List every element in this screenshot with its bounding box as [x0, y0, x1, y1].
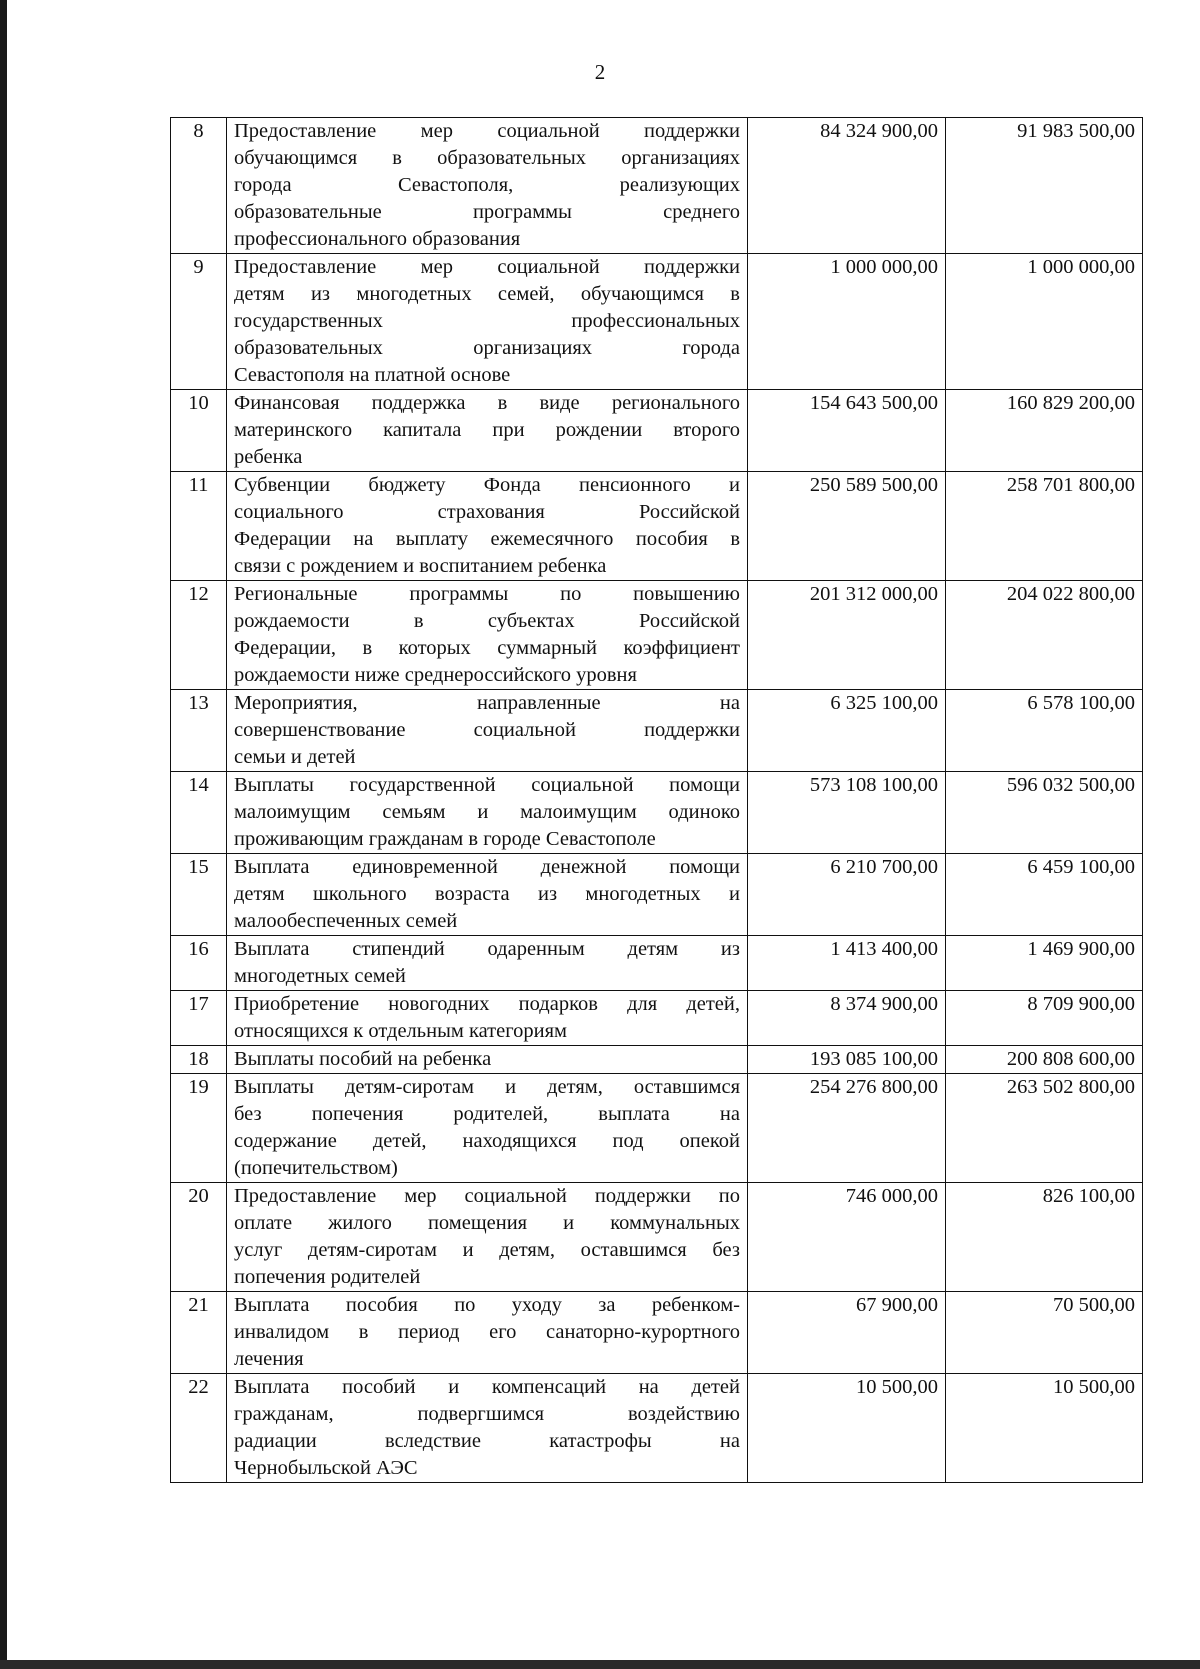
- description-line: малообеспеченных семей: [234, 910, 458, 932]
- description-line: радиации вследствие катастрофы на: [234, 1430, 740, 1452]
- amount-year-1: 254 276 800,00: [748, 1074, 946, 1183]
- amount-year-1: 201 312 000,00: [748, 581, 946, 690]
- description-line: связи с рождением и воспитанием ребенка: [234, 555, 607, 577]
- table-row: [171, 472, 1143, 581]
- row-number: 22: [171, 1374, 227, 1483]
- amount-year-2: 6 578 100,00: [946, 690, 1143, 772]
- description-line: рождаемости в субъектах Российской: [234, 610, 740, 632]
- description-line: многодетных семей: [234, 965, 406, 987]
- description-line: Финансовая поддержка в виде регионального: [234, 392, 740, 414]
- row-number: 21: [171, 1292, 227, 1374]
- amount-year-1: 8 374 900,00: [748, 991, 946, 1046]
- row-number: 20: [171, 1183, 227, 1292]
- amount-year-2: 204 022 800,00: [946, 581, 1143, 690]
- row-description: [227, 936, 748, 991]
- table-row: [171, 690, 1143, 772]
- description-line: Выплаты пособий на ребенка: [234, 1048, 492, 1070]
- amount-year-1: 154 643 500,00: [748, 390, 946, 472]
- description-line: Предоставление мер социальной поддержки: [234, 256, 740, 278]
- amount-year-2: 263 502 800,00: [946, 1074, 1143, 1183]
- amount-year-1: 10 500,00: [748, 1374, 946, 1483]
- row-number: 18: [171, 1046, 227, 1074]
- scan-edge-bottom: [0, 1660, 1200, 1669]
- description-line: малоимущим семьям и малоимущим одиноко: [234, 801, 740, 823]
- table-row: [171, 581, 1143, 690]
- description-line: совершенствование социальной поддержки: [234, 719, 740, 741]
- table-row: [171, 1183, 1143, 1292]
- description-line: Приобретение новогодних подарков для детей,: [234, 993, 740, 1015]
- table-row: [171, 936, 1143, 991]
- row-description: [227, 854, 748, 936]
- description-line: относящихся к отдельным категориям: [234, 1020, 568, 1042]
- amount-year-2: 1 469 900,00: [946, 936, 1143, 991]
- description-line: Федерации на выплату ежемесячного пособия в: [234, 528, 740, 550]
- description-line: Субвенции бюджету Фонда пенсионного и: [234, 474, 740, 496]
- description-line: образовательные программы среднего: [234, 201, 740, 223]
- description-line: попечения родителей: [234, 1266, 421, 1288]
- description-line: (попечительством): [234, 1157, 398, 1179]
- table-row: [171, 1046, 1143, 1074]
- amount-year-2: 91 983 500,00: [946, 118, 1143, 254]
- table-row: [171, 254, 1143, 390]
- row-description: [227, 390, 748, 472]
- row-number: 17: [171, 991, 227, 1046]
- table-row: [171, 1292, 1143, 1374]
- amount-year-1: 6 325 100,00: [748, 690, 946, 772]
- amount-year-2: 70 500,00: [946, 1292, 1143, 1374]
- description-line: профессионального образования: [234, 228, 521, 250]
- table-row: [171, 390, 1143, 472]
- description-line: лечения: [234, 1348, 304, 1370]
- row-description: [227, 118, 748, 254]
- row-number: 13: [171, 690, 227, 772]
- description-line: гражданам, подвергшимся воздействию: [234, 1403, 740, 1425]
- row-description: [227, 581, 748, 690]
- table-row: [171, 991, 1143, 1046]
- description-line: Чернобыльской АЭС: [234, 1457, 418, 1479]
- row-description: [227, 772, 748, 854]
- row-description: [227, 1046, 748, 1074]
- table-row: [171, 1074, 1143, 1183]
- row-number: 15: [171, 854, 227, 936]
- description-line: Выплата единовременной денежной помощи: [234, 856, 740, 878]
- amount-year-2: 8 709 900,00: [946, 991, 1143, 1046]
- amount-year-2: 6 459 100,00: [946, 854, 1143, 936]
- description-line: государственных профессиональных: [234, 310, 740, 332]
- amount-year-2: 826 100,00: [946, 1183, 1143, 1292]
- row-description: [227, 472, 748, 581]
- table-row: [171, 118, 1143, 254]
- description-line: образовательных организациях города: [234, 337, 740, 359]
- row-number: 14: [171, 772, 227, 854]
- amount-year-1: 193 085 100,00: [748, 1046, 946, 1074]
- scan-edge-left: [0, 0, 7, 1669]
- row-description: [227, 1074, 748, 1183]
- description-line: семьи и детей: [234, 746, 356, 768]
- description-line: инвалидом в период его санаторно-курортного: [234, 1321, 740, 1343]
- table-row: [171, 772, 1143, 854]
- amount-year-2: 1 000 000,00: [946, 254, 1143, 390]
- row-number: 8: [171, 118, 227, 254]
- row-number: 10: [171, 390, 227, 472]
- description-line: Выплата стипендий одаренным детям из: [234, 938, 740, 960]
- page-number: 2: [594, 60, 606, 84]
- row-number: 16: [171, 936, 227, 991]
- description-line: Предоставление мер социальной поддержки по: [234, 1185, 740, 1207]
- description-line: Мероприятия, направленные на: [234, 692, 740, 714]
- row-number: 9: [171, 254, 227, 390]
- description-line: ребенка: [234, 446, 303, 468]
- description-line: Федерации, в которых суммарный коэффициент: [234, 637, 740, 659]
- description-line: содержание детей, находящихся под опекой: [234, 1130, 740, 1152]
- description-line: оплате жилого помещения и коммунальных: [234, 1212, 740, 1234]
- row-number: 19: [171, 1074, 227, 1183]
- row-description: [227, 254, 748, 390]
- description-line: Региональные программы по повышению: [234, 583, 740, 605]
- description-line: обучающимся в образовательных организациях: [234, 147, 740, 169]
- amount-year-1: 84 324 900,00: [748, 118, 946, 254]
- amount-year-1: 1 000 000,00: [748, 254, 946, 390]
- description-line: проживающим гражданам в городе Севастополе: [234, 828, 656, 850]
- amount-year-1: 6 210 700,00: [748, 854, 946, 936]
- amount-year-2: 10 500,00: [946, 1374, 1143, 1483]
- description-line: детям из многодетных семей, обучающимся в: [234, 283, 740, 305]
- row-number: 12: [171, 581, 227, 690]
- amount-year-1: 250 589 500,00: [748, 472, 946, 581]
- amount-year-2: 200 808 600,00: [946, 1046, 1143, 1074]
- row-description: [227, 1183, 748, 1292]
- amount-year-2: 258 701 800,00: [946, 472, 1143, 581]
- description-line: Предоставление мер социальной поддержки: [234, 120, 740, 142]
- row-description: [227, 1292, 748, 1374]
- amount-year-2: 160 829 200,00: [946, 390, 1143, 472]
- row-number: 11: [171, 472, 227, 581]
- amount-year-1: 573 108 100,00: [748, 772, 946, 854]
- amount-year-1: 746 000,00: [748, 1183, 946, 1292]
- budget-table: [170, 117, 1143, 1483]
- description-line: рождаемости ниже среднероссийского уровня: [234, 664, 637, 686]
- description-line: города Севастополя, реализующих: [234, 174, 740, 196]
- description-line: без попечения родителей, выплата на: [234, 1103, 740, 1125]
- description-line: Выплаты государственной социальной помощи: [234, 774, 740, 796]
- row-description: [227, 991, 748, 1046]
- table-row: [171, 1374, 1143, 1483]
- amount-year-1: 1 413 400,00: [748, 936, 946, 991]
- row-description: [227, 1374, 748, 1483]
- amount-year-1: 67 900,00: [748, 1292, 946, 1374]
- description-line: услуг детям-сиротам и детям, оставшимся без: [234, 1239, 740, 1261]
- table-body: [171, 118, 1143, 1483]
- table-row: [171, 854, 1143, 936]
- description-line: материнского капитала при рождении второго: [234, 419, 740, 441]
- description-line: Севастополя на платной основе: [234, 364, 511, 386]
- description-line: Выплата пособий и компенсаций на детей: [234, 1376, 740, 1398]
- row-description: [227, 690, 748, 772]
- description-line: Выплата пособия по уходу за ребенком-: [234, 1294, 740, 1316]
- description-line: социального страхования Российской: [234, 501, 740, 523]
- description-line: Выплаты детям-сиротам и детям, оставшимся: [234, 1076, 740, 1098]
- amount-year-2: 596 032 500,00: [946, 772, 1143, 854]
- description-line: детям школьного возраста из многодетных и: [234, 883, 740, 905]
